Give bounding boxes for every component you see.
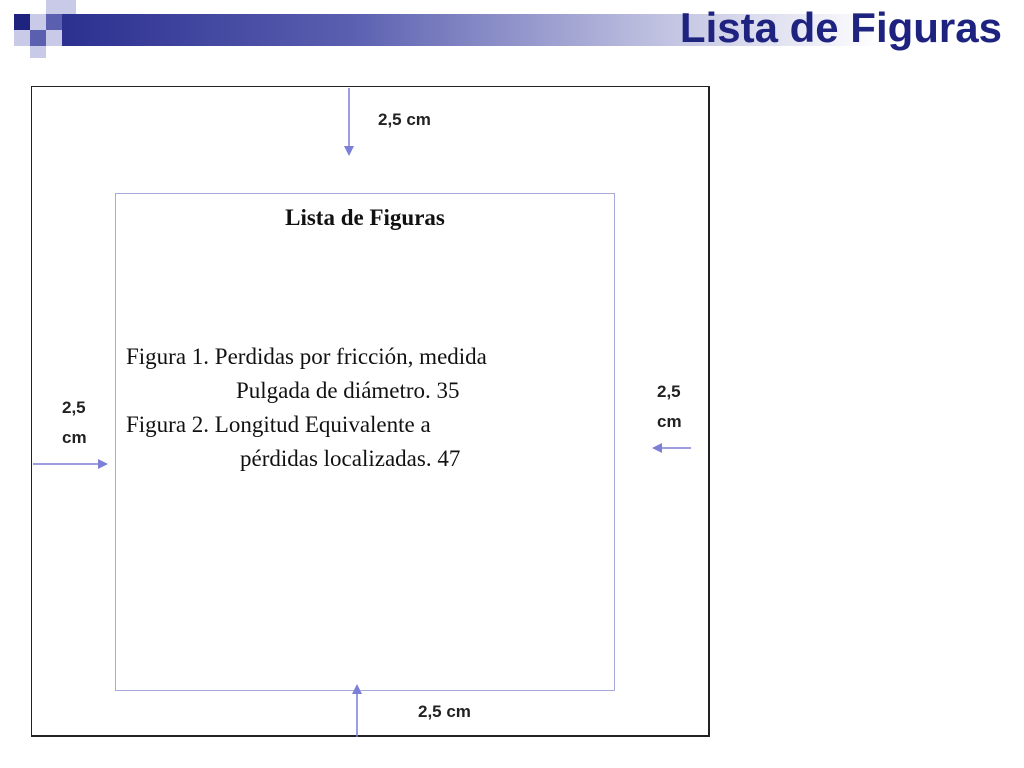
figure-entry-line: Figura 2. Longitud Equivalente a	[126, 412, 431, 437]
figure-entry-line: Figura 1. Perdidas por fricción, medida	[126, 344, 487, 369]
right-margin-unit: cm	[657, 412, 682, 431]
slide-title: Lista de Figuras	[679, 4, 1002, 51]
top-margin-label: 2,5 cm	[378, 110, 431, 129]
figure-entry-continuation: Pulgada de diámetro. 35	[236, 378, 460, 403]
bottom-margin-label: 2,5 cm	[418, 702, 471, 721]
left-margin-unit: cm	[62, 428, 87, 447]
figure-entry-continuation: pérdidas localizadas. 47	[240, 446, 461, 471]
page-inner-title: Lista de Figuras	[285, 205, 445, 230]
left-margin-value: 2,5	[62, 398, 86, 417]
right-margin-value: 2,5	[657, 382, 681, 401]
